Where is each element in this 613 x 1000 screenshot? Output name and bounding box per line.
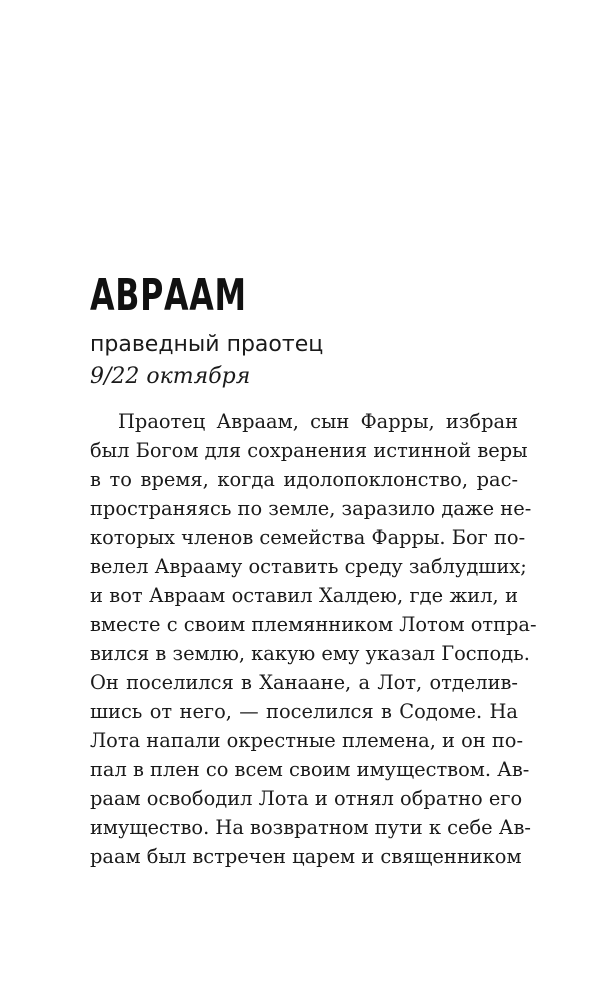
- text-line: шись от него, — поселился в Содоме. На: [90, 700, 518, 723]
- saint-name: АВРААМ: [90, 270, 247, 321]
- text-line: вился в землю, какую ему указал Господь.: [90, 642, 530, 665]
- text-line: велел Аврааму оставить среду заблудших;: [90, 555, 527, 578]
- text-line: имущество. На возвратном пути к себе Ав-: [90, 816, 531, 839]
- text-line: и вот Авраам оставил Халдею, где жил, и: [90, 584, 518, 607]
- text-line: пал в плен со всем своим имуществом. Ав-: [90, 758, 530, 781]
- saint-title: праведный праотец: [90, 332, 324, 357]
- text-line: раам был встречен царем и священником: [90, 845, 522, 868]
- text-line: пространяясь по земле, заразило даже не-: [90, 497, 532, 520]
- text-line: вместе с своим племянником Лотом отпра-: [90, 613, 537, 636]
- text-line: раам освободил Лота и отнял обратно его: [90, 787, 523, 810]
- text-line: был Богом для сохранения истинной веры: [90, 439, 528, 462]
- body-paragraph: [90, 407, 537, 871]
- saint-heading: [90, 270, 530, 392]
- text-line: Праотец Авраам, сын Фарры, избран: [118, 410, 518, 433]
- text-line: которых членов семейства Фарры. Бог по-: [90, 526, 526, 549]
- text-line: Он поселился в Ханаане, а Лот, отделив-: [90, 671, 518, 694]
- text-line: Лота напали окрестные племена, и он по-: [90, 729, 524, 752]
- text-line: в то время, когда идолопоклонство, рас-: [90, 468, 518, 491]
- feast-date: 9/22 октября: [90, 364, 251, 389]
